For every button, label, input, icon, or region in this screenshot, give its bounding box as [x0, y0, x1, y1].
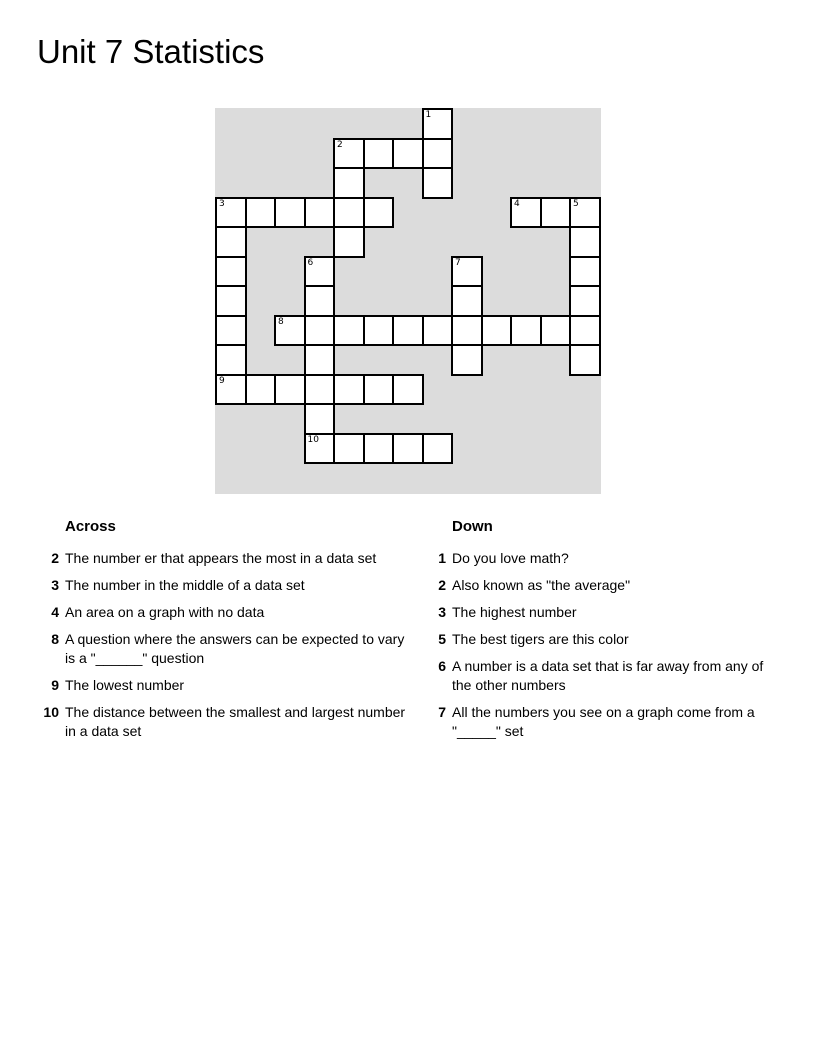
grid-cell[interactable] [333, 374, 365, 406]
grid-cell[interactable] [510, 315, 542, 347]
down-clue [423, 703, 793, 741]
clue-number: 1 [425, 110, 432, 120]
grid-cell[interactable] [569, 226, 601, 258]
clue-number: 7 [438, 704, 446, 720]
clue-number: 3 [51, 577, 59, 593]
grid-cell[interactable] [363, 374, 395, 406]
grid-cell[interactable] [274, 374, 306, 406]
grid-cell[interactable] [215, 197, 247, 229]
grid-cell[interactable] [451, 315, 483, 347]
grid-cell[interactable] [304, 374, 336, 406]
clue-text: Do you love math? [452, 550, 569, 566]
clue-text: A question where the answers can be expected to vary is a "______" question [65, 631, 405, 666]
grid-cell[interactable] [215, 226, 247, 258]
clue-number: 2 [438, 577, 446, 593]
down-clue [423, 549, 793, 568]
clue-text: An area on a graph with no data [65, 604, 265, 620]
grid-cell[interactable] [422, 167, 454, 199]
down-clue [423, 576, 793, 595]
clue-number: 8 [51, 631, 59, 647]
grid-cell[interactable] [451, 256, 483, 288]
grid-cell[interactable] [540, 315, 572, 347]
grid-cell[interactable] [215, 344, 247, 376]
clue-text: The number er that appears the most in a data set [65, 550, 377, 566]
clue-text: The best tigers are this color [452, 631, 629, 647]
grid-cell[interactable] [481, 315, 513, 347]
page-title: Unit 7 Statistics [37, 33, 265, 70]
across-clue [36, 703, 406, 741]
grid-cell[interactable] [422, 108, 454, 140]
grid-cell[interactable] [540, 197, 572, 229]
grid-cell[interactable] [363, 315, 395, 347]
grid-cell[interactable] [392, 433, 424, 465]
across-clue [36, 549, 406, 568]
grid-cell[interactable] [569, 197, 601, 229]
grid-cell[interactable] [451, 285, 483, 317]
down-clue [423, 603, 793, 622]
clue-number: 9 [219, 375, 225, 386]
grid-cell[interactable] [569, 285, 601, 317]
clue-number: 4 [51, 604, 59, 620]
clue-number: 6 [307, 257, 314, 268]
across-clue [36, 603, 406, 622]
clue-number: 4 [514, 198, 520, 209]
across-heading: Across [65, 518, 116, 535]
grid-cell[interactable] [215, 315, 247, 347]
grid-cell[interactable] [422, 315, 454, 347]
grid-cell[interactable] [304, 256, 336, 288]
clue-text: Also known as "the average" [452, 577, 631, 593]
clue-text: The lowest number [65, 677, 185, 693]
grid-cell[interactable] [363, 433, 395, 465]
grid-cell[interactable] [215, 256, 247, 288]
grid-cell[interactable] [392, 374, 424, 406]
grid-cell[interactable] [333, 197, 365, 229]
clue-number: 5 [573, 198, 579, 209]
grid-cell[interactable] [215, 285, 247, 317]
clue-text: The highest number [452, 604, 577, 620]
grid-cell[interactable] [304, 433, 336, 465]
grid-cell[interactable] [422, 138, 454, 170]
grid-cell[interactable] [304, 197, 336, 229]
grid-cell[interactable] [333, 226, 365, 258]
grid-cell[interactable] [569, 344, 601, 376]
grid-cell[interactable] [569, 256, 601, 288]
down-clue [423, 630, 793, 649]
clue-text: A number is a data set that is far away from any of the other numbers [452, 658, 764, 693]
grid-cell[interactable] [245, 197, 277, 229]
across-clues [36, 517, 406, 749]
down-clue [423, 657, 793, 695]
grid-cell[interactable] [392, 315, 424, 347]
across-clue [36, 630, 406, 668]
down-clues [423, 517, 793, 749]
clue-number: 8 [278, 316, 284, 327]
clue-number: 3 [438, 604, 446, 620]
grid-cell[interactable] [510, 197, 542, 229]
clue-number: 9 [51, 677, 59, 693]
clue-number: 10 [307, 434, 319, 445]
grid-cell[interactable] [363, 197, 395, 229]
grid-cell[interactable] [363, 138, 395, 170]
grid-cell[interactable] [392, 138, 424, 170]
clue-number: 5 [438, 631, 446, 647]
down-heading: Down [452, 518, 493, 535]
clue-text: All the numbers you see on a graph come from a "_____" set [452, 704, 755, 739]
grid-cell[interactable] [333, 433, 365, 465]
clue-number: 10 [43, 704, 59, 720]
grid-cell[interactable] [451, 344, 483, 376]
clue-number: 7 [455, 257, 461, 268]
across-clue [36, 676, 406, 695]
grid-cell[interactable] [333, 315, 365, 347]
grid-cell[interactable] [215, 374, 247, 406]
clue-text: The distance between the smallest and largest number in a data set [65, 704, 406, 739]
clue-number: 6 [438, 658, 446, 674]
grid-cell[interactable] [304, 285, 336, 317]
grid-cell[interactable] [304, 315, 336, 347]
clue-number: 1 [438, 550, 446, 566]
grid-cell[interactable] [274, 315, 306, 347]
grid-cell[interactable] [245, 374, 277, 406]
grid-cell[interactable] [304, 344, 336, 376]
across-clue [36, 576, 406, 595]
grid-cell[interactable] [422, 433, 454, 465]
grid-cell[interactable] [333, 138, 365, 170]
crossword-grid [215, 108, 601, 494]
clue-number: 3 [219, 198, 225, 209]
grid-cell[interactable] [333, 167, 365, 199]
clue-number: 2 [337, 139, 343, 150]
grid-cell[interactable] [569, 315, 601, 347]
clue-text: The number in the middle of a data set [65, 577, 305, 593]
grid-cell[interactable] [274, 197, 306, 229]
grid-cell[interactable] [304, 403, 336, 435]
clue-number: 2 [51, 550, 59, 566]
